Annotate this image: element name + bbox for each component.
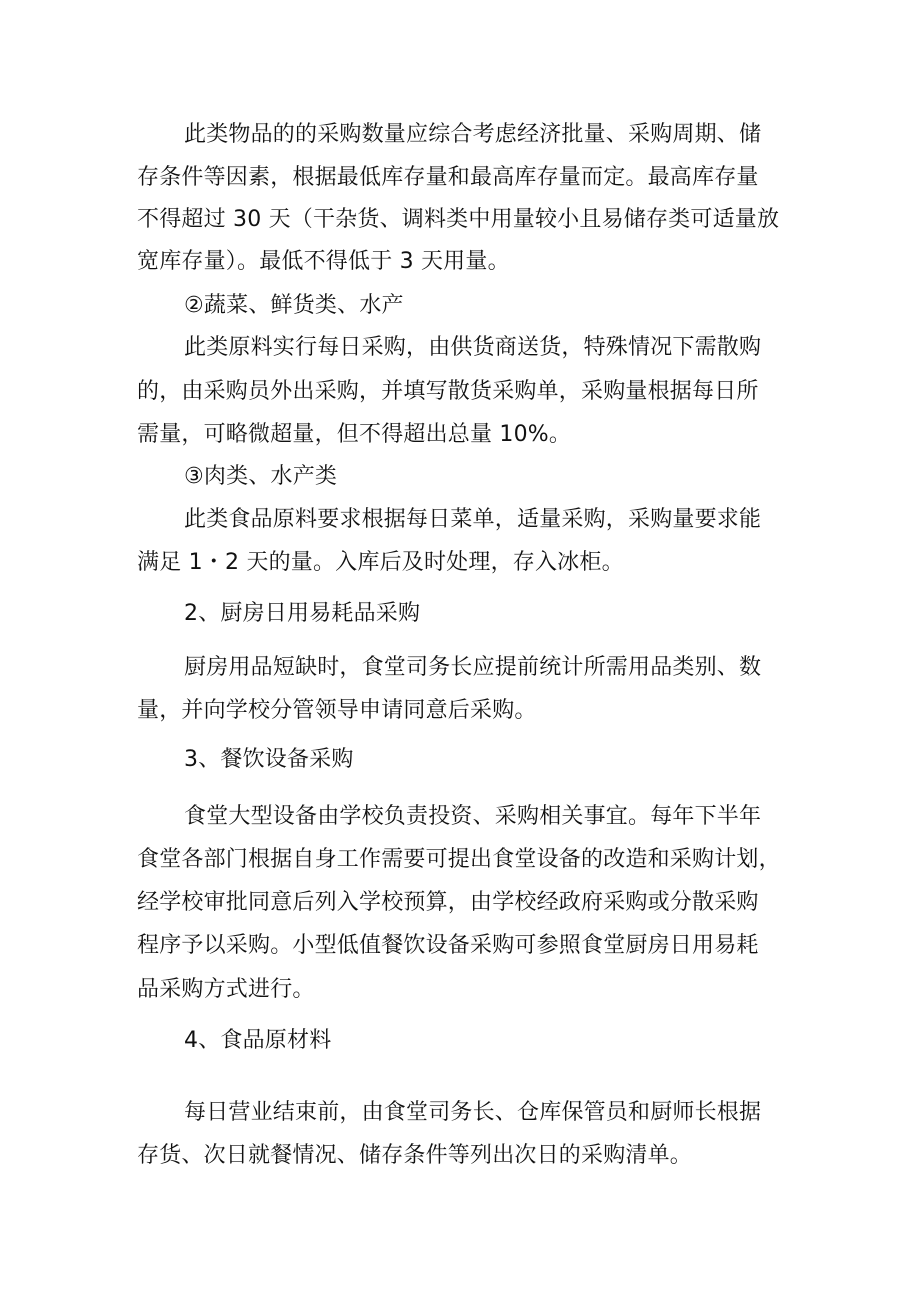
section-title-food-materials: 4、食品原材料 (184, 1028, 332, 1053)
paragraph-line: 不得超过 30 天（干杂货、调料类中用量较小且易储存类可适量放 (137, 207, 780, 232)
paragraph-line: 品采购方式进行。 (137, 977, 315, 1002)
subheading-meat: ③肉类、水产类 (184, 464, 338, 489)
section-title-equipment: 3、餐饮设备采购 (184, 747, 354, 772)
paragraph-line: 宽库存量）。最低不得低于 3 天用量。 (137, 249, 510, 274)
paragraph-line: 存条件等因素，根据最低库存量和最高库存量而定。最高库存量 (137, 165, 759, 190)
paragraph-line: 厨房用品短缺时，食堂司务长应提前统计所需用品类别、数 (184, 655, 762, 680)
paragraph-line: 量，并向学校分管领导申请同意后采购。 (137, 698, 537, 723)
section-title-kitchen-supplies: 2、厨房日用易耗品采购 (184, 601, 421, 626)
paragraph-line: 经学校审批同意后列入学校预算，由学校经政府采购或分散采购 (137, 890, 759, 915)
paragraph-line: 满足 1・2 天的量。入库后及时处理，存入冰柜。 (137, 550, 624, 575)
paragraph-line: 食堂大型设备由学校负责投资、采购相关事宜。每年下半年 (184, 804, 762, 829)
paragraph-line: 食堂各部门根据自身工作需要可提出食堂设备的改造和采购计划， (137, 847, 781, 872)
paragraph-line: 需量，可略微超量，但不得超出总量 10%。 (137, 422, 572, 447)
paragraph-line: 存货、次日就餐情况、储存条件等列出次日的采购清单。 (137, 1143, 693, 1168)
paragraph-line: 此类食品原料要求根据每日菜单，适量采购，采购量要求能 (184, 507, 762, 532)
paragraph-line: 此类原料实行每日采购，由供货商送货，特殊情况下需散购 (184, 335, 762, 360)
paragraph-line: 的，由采购员外出采购，并填写散货采购单，采购量根据每日所 (137, 379, 759, 404)
paragraph-line: 程序予以采购。小型低值餐饮设备采购可参照食堂厨房日用易耗 (137, 933, 759, 958)
subheading-vegetables: ②蔬菜、鲜货类、水产 (184, 293, 404, 318)
paragraph-line: 此类物品的的采购数量应综合考虑经济批量、采购周期、储 (184, 122, 762, 147)
paragraph-line: 每日营业结束前，由食堂司务长、仓库保管员和厨师长根据 (184, 1100, 762, 1125)
